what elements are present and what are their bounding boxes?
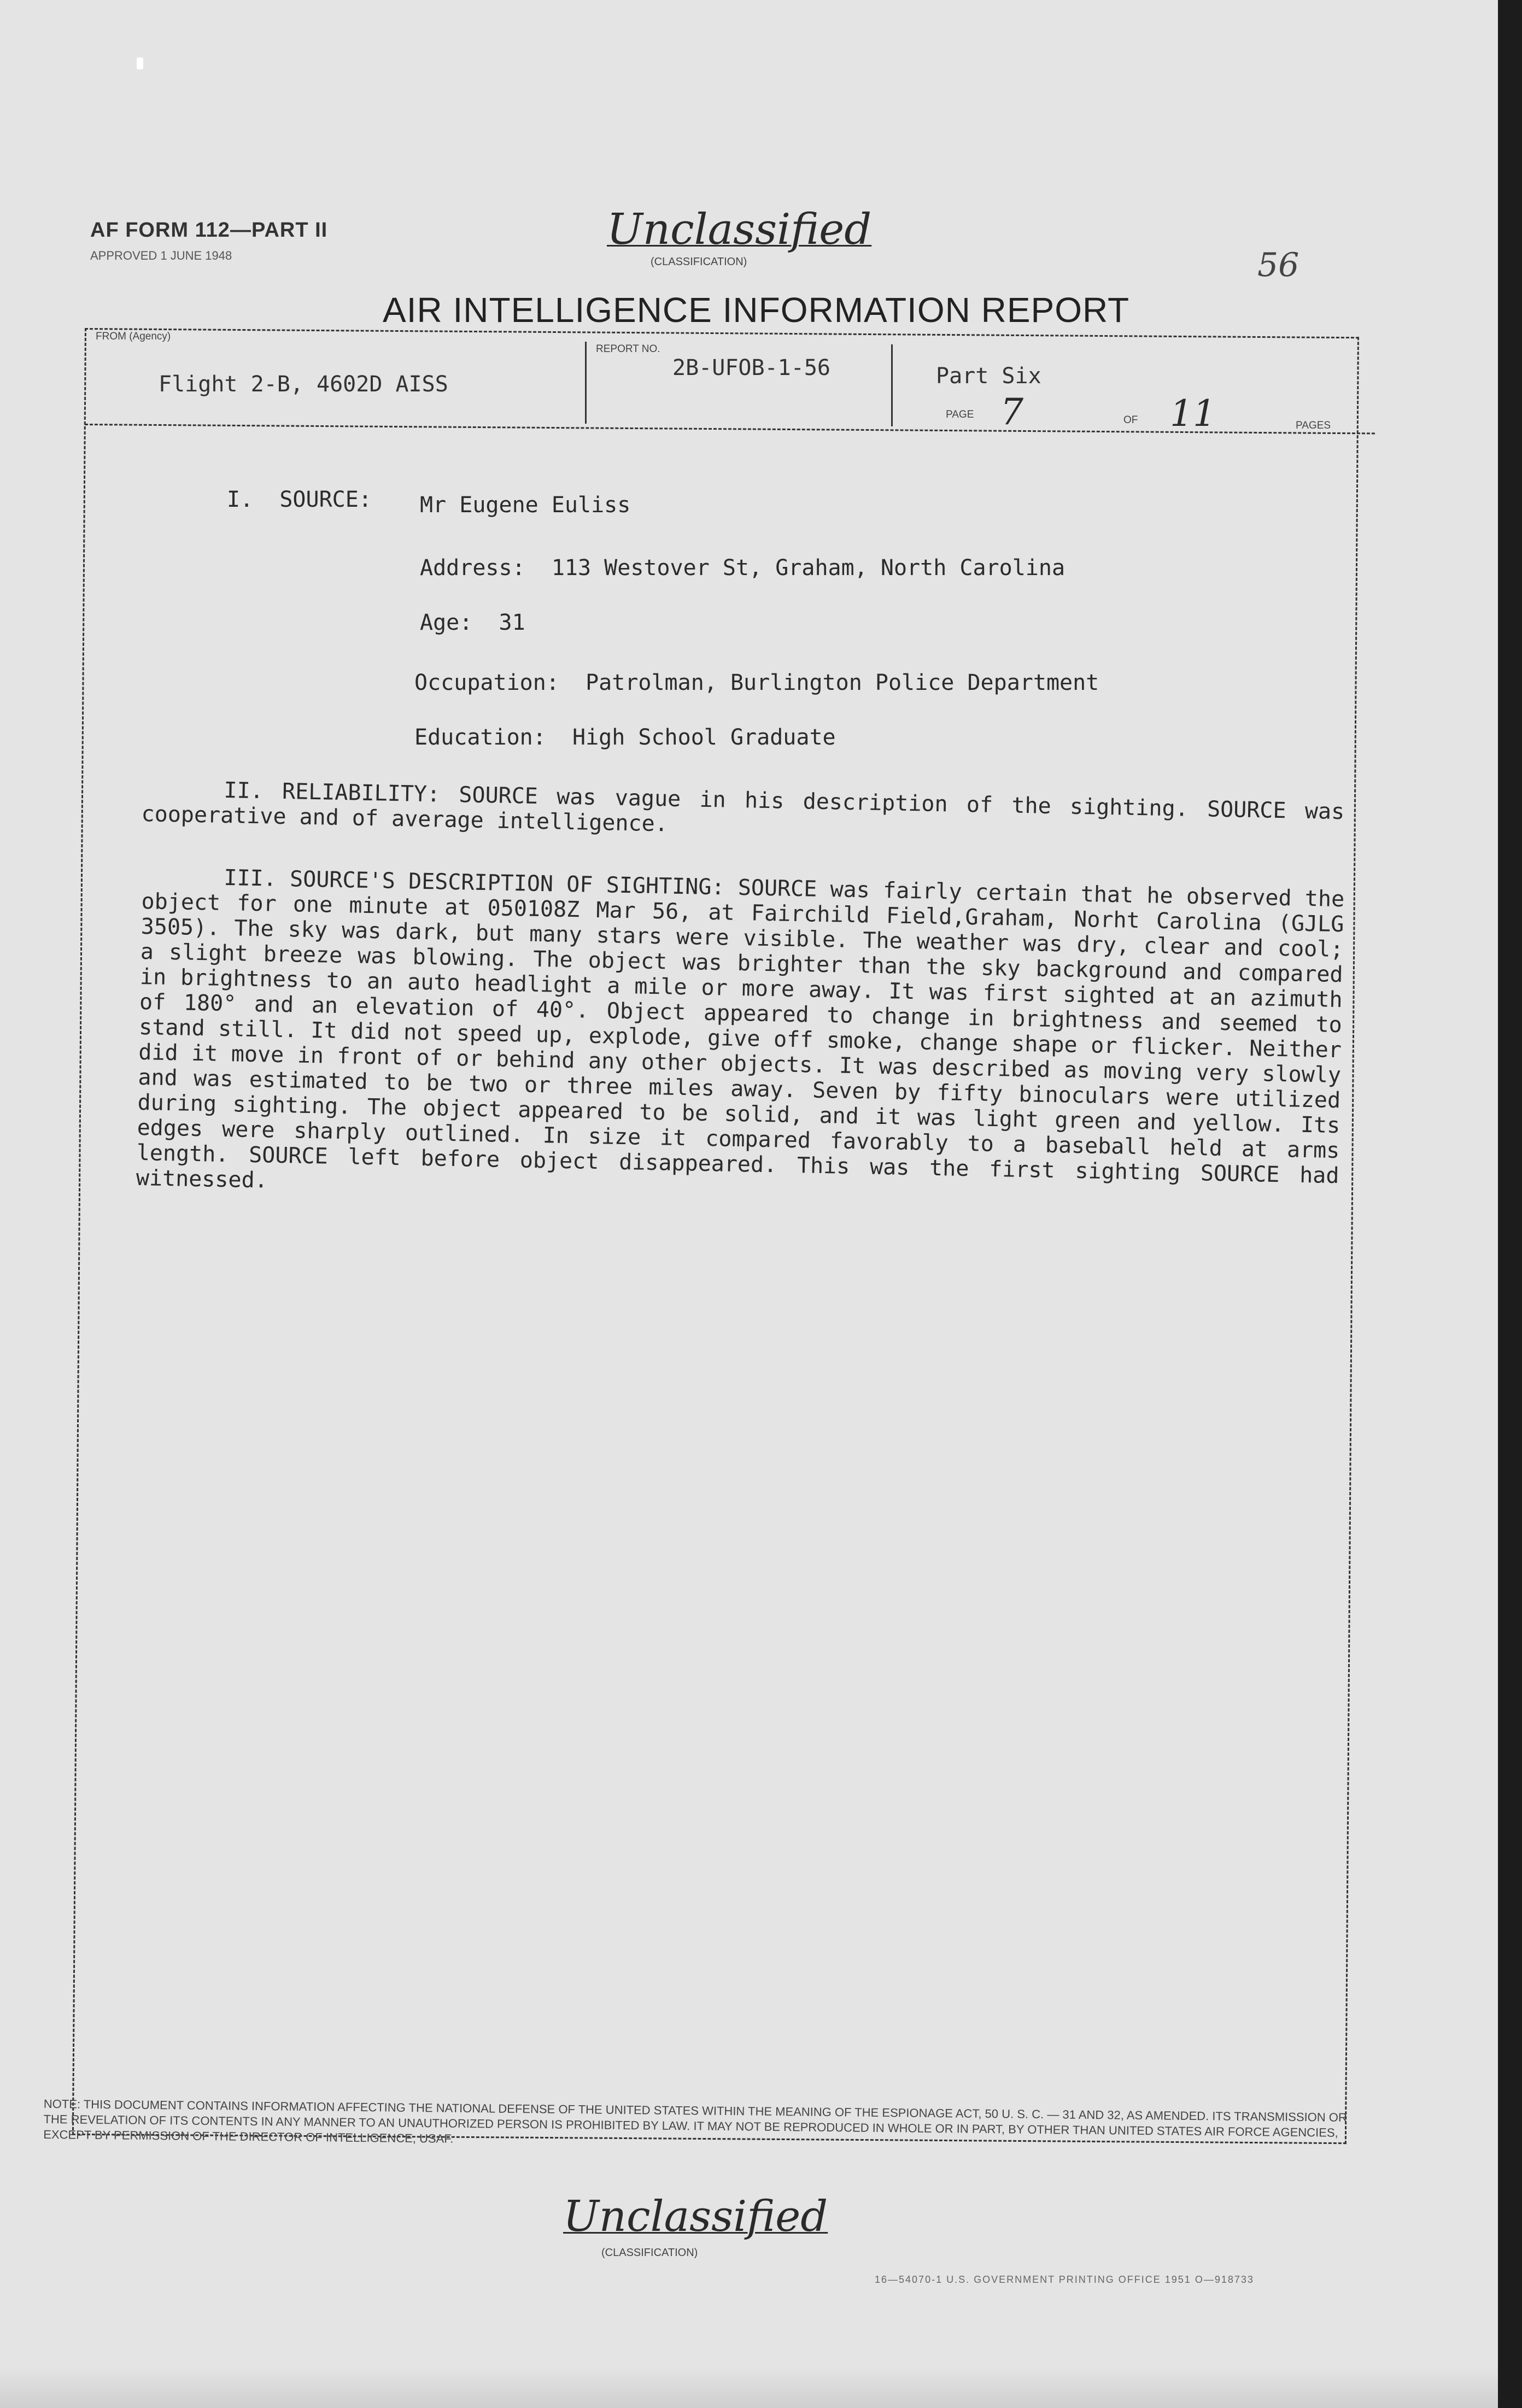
of-label: OF [1123, 414, 1138, 426]
scan-edge [1498, 0, 1522, 2408]
print-code: 16—54070-1 U.S. GOVERNMENT PRINTING OFFICE 1951 O—918733 [875, 2274, 1254, 2285]
source-address: Address: 113 Westover St, Graham, North Carolina [420, 555, 1066, 581]
header-column-divider [891, 344, 893, 426]
page-bottom-shadow [0, 2367, 1498, 2408]
source-label: I. SOURCE: [227, 487, 372, 512]
source-education: Education: High School Graduate [414, 725, 836, 750]
from-value: Flight 2-B, 4602D AISS [159, 372, 448, 397]
punch-mark [137, 57, 143, 69]
classification-caption-top: (CLASSIFICATION) [651, 256, 747, 268]
from-label: FROM (Agency) [96, 331, 171, 342]
total-pages: 11 [1170, 392, 1216, 435]
reliability-text: II. RELIABILITY: SOURCE was vague in his description of the sighting. SOURCE was cooperative and of average intelligence. [141, 777, 1345, 837]
classification-signature-top: Unclassified [607, 205, 872, 254]
approved-date: APPROVED 1 JUNE 1948 [90, 249, 232, 262]
description-text: III. SOURCE'S DESCRIPTION OF SIGHTING: SOURCE was fairly certain that he observed the object for one minute at 050108Z Mar 56, at Fairchild Field,Graham, Norht Carolina (GJLG 3505). The sky was dark, but many stars were visible. The weather was dry, clear and cool; a slight breeze was blowing. The object was brighter than the sky background and compared in brightness to an auto headlight a mile or more away. It was first sighted at an azimuth of 180° and an elevation of 40°. Object appeared to change in brightness and seemed to stand still. It did not speed up, explode, give off smoke, change shape or flicker. Neither did it move in front of or behind any other objects. It was described as moving very slowly and was estimated to be two or three miles away. Seven by fifty binoculars were utilized during sighting. The object appeared to be solid, and it was light green and yellow. Its edges were sharply outlined. In size it compared favorably to a baseball held at arms length. SOURCE left before object disappeared. This was the first sighting SOURCE had witnessed. [136, 865, 1345, 1193]
source-age: Age: 31 [420, 610, 525, 635]
header-column-divider [585, 342, 587, 424]
page-label: PAGE [946, 409, 974, 420]
page-number: 7 [1000, 391, 1023, 433]
form-number: AF FORM 112—PART II [90, 219, 328, 242]
pages-label: PAGES [1296, 420, 1331, 431]
description-paragraph [136, 864, 1345, 1214]
report-title: AIR INTELLIGENCE INFORMATION REPORT [383, 290, 1130, 330]
report-no-value: 2B-UFOB-1-56 [672, 355, 830, 380]
part-value: Part Six [936, 364, 1041, 389]
form-frame [72, 328, 1359, 2144]
espionage-act-notice: NOTE: THIS DOCUMENT CONTAINS INFORMATION AFFECTING THE NATIONAL DEFENSE OF THE UNITED STATES WITHIN THE MEANING OF THE ESPIONAGE ACT, 50 U. S. C. — 31 AND 32, AS AMENDED. ITS TRANSMISSION OR THE REVELATION OF ITS CONTENTS IN ANY MANNER TO AN UNAUTHORIZED PERSON IS PROHIBITED BY LAW. IT MAY NOT BE REPRODUCED IN WHOLE OR IN PART, BY OTHER THAN UNITED STATES AIR FORCE AGENCIES, EXCEPT BY PERMISSION OF THE DIRECTOR OF INTELLIGENCE, USAF. [43, 2097, 1347, 2146]
source-name: Mr Eugene Euliss [420, 493, 631, 518]
handwritten-corner-number: 56 [1257, 246, 1299, 284]
source-occupation: Occupation: Patrolman, Burlington Police Department [414, 670, 1099, 695]
classification-caption-bottom: (CLASSIFICATION) [601, 2247, 698, 2259]
classification-signature-bottom: Unclassified [563, 2192, 828, 2241]
report-no-label: REPORT NO. [596, 343, 660, 355]
